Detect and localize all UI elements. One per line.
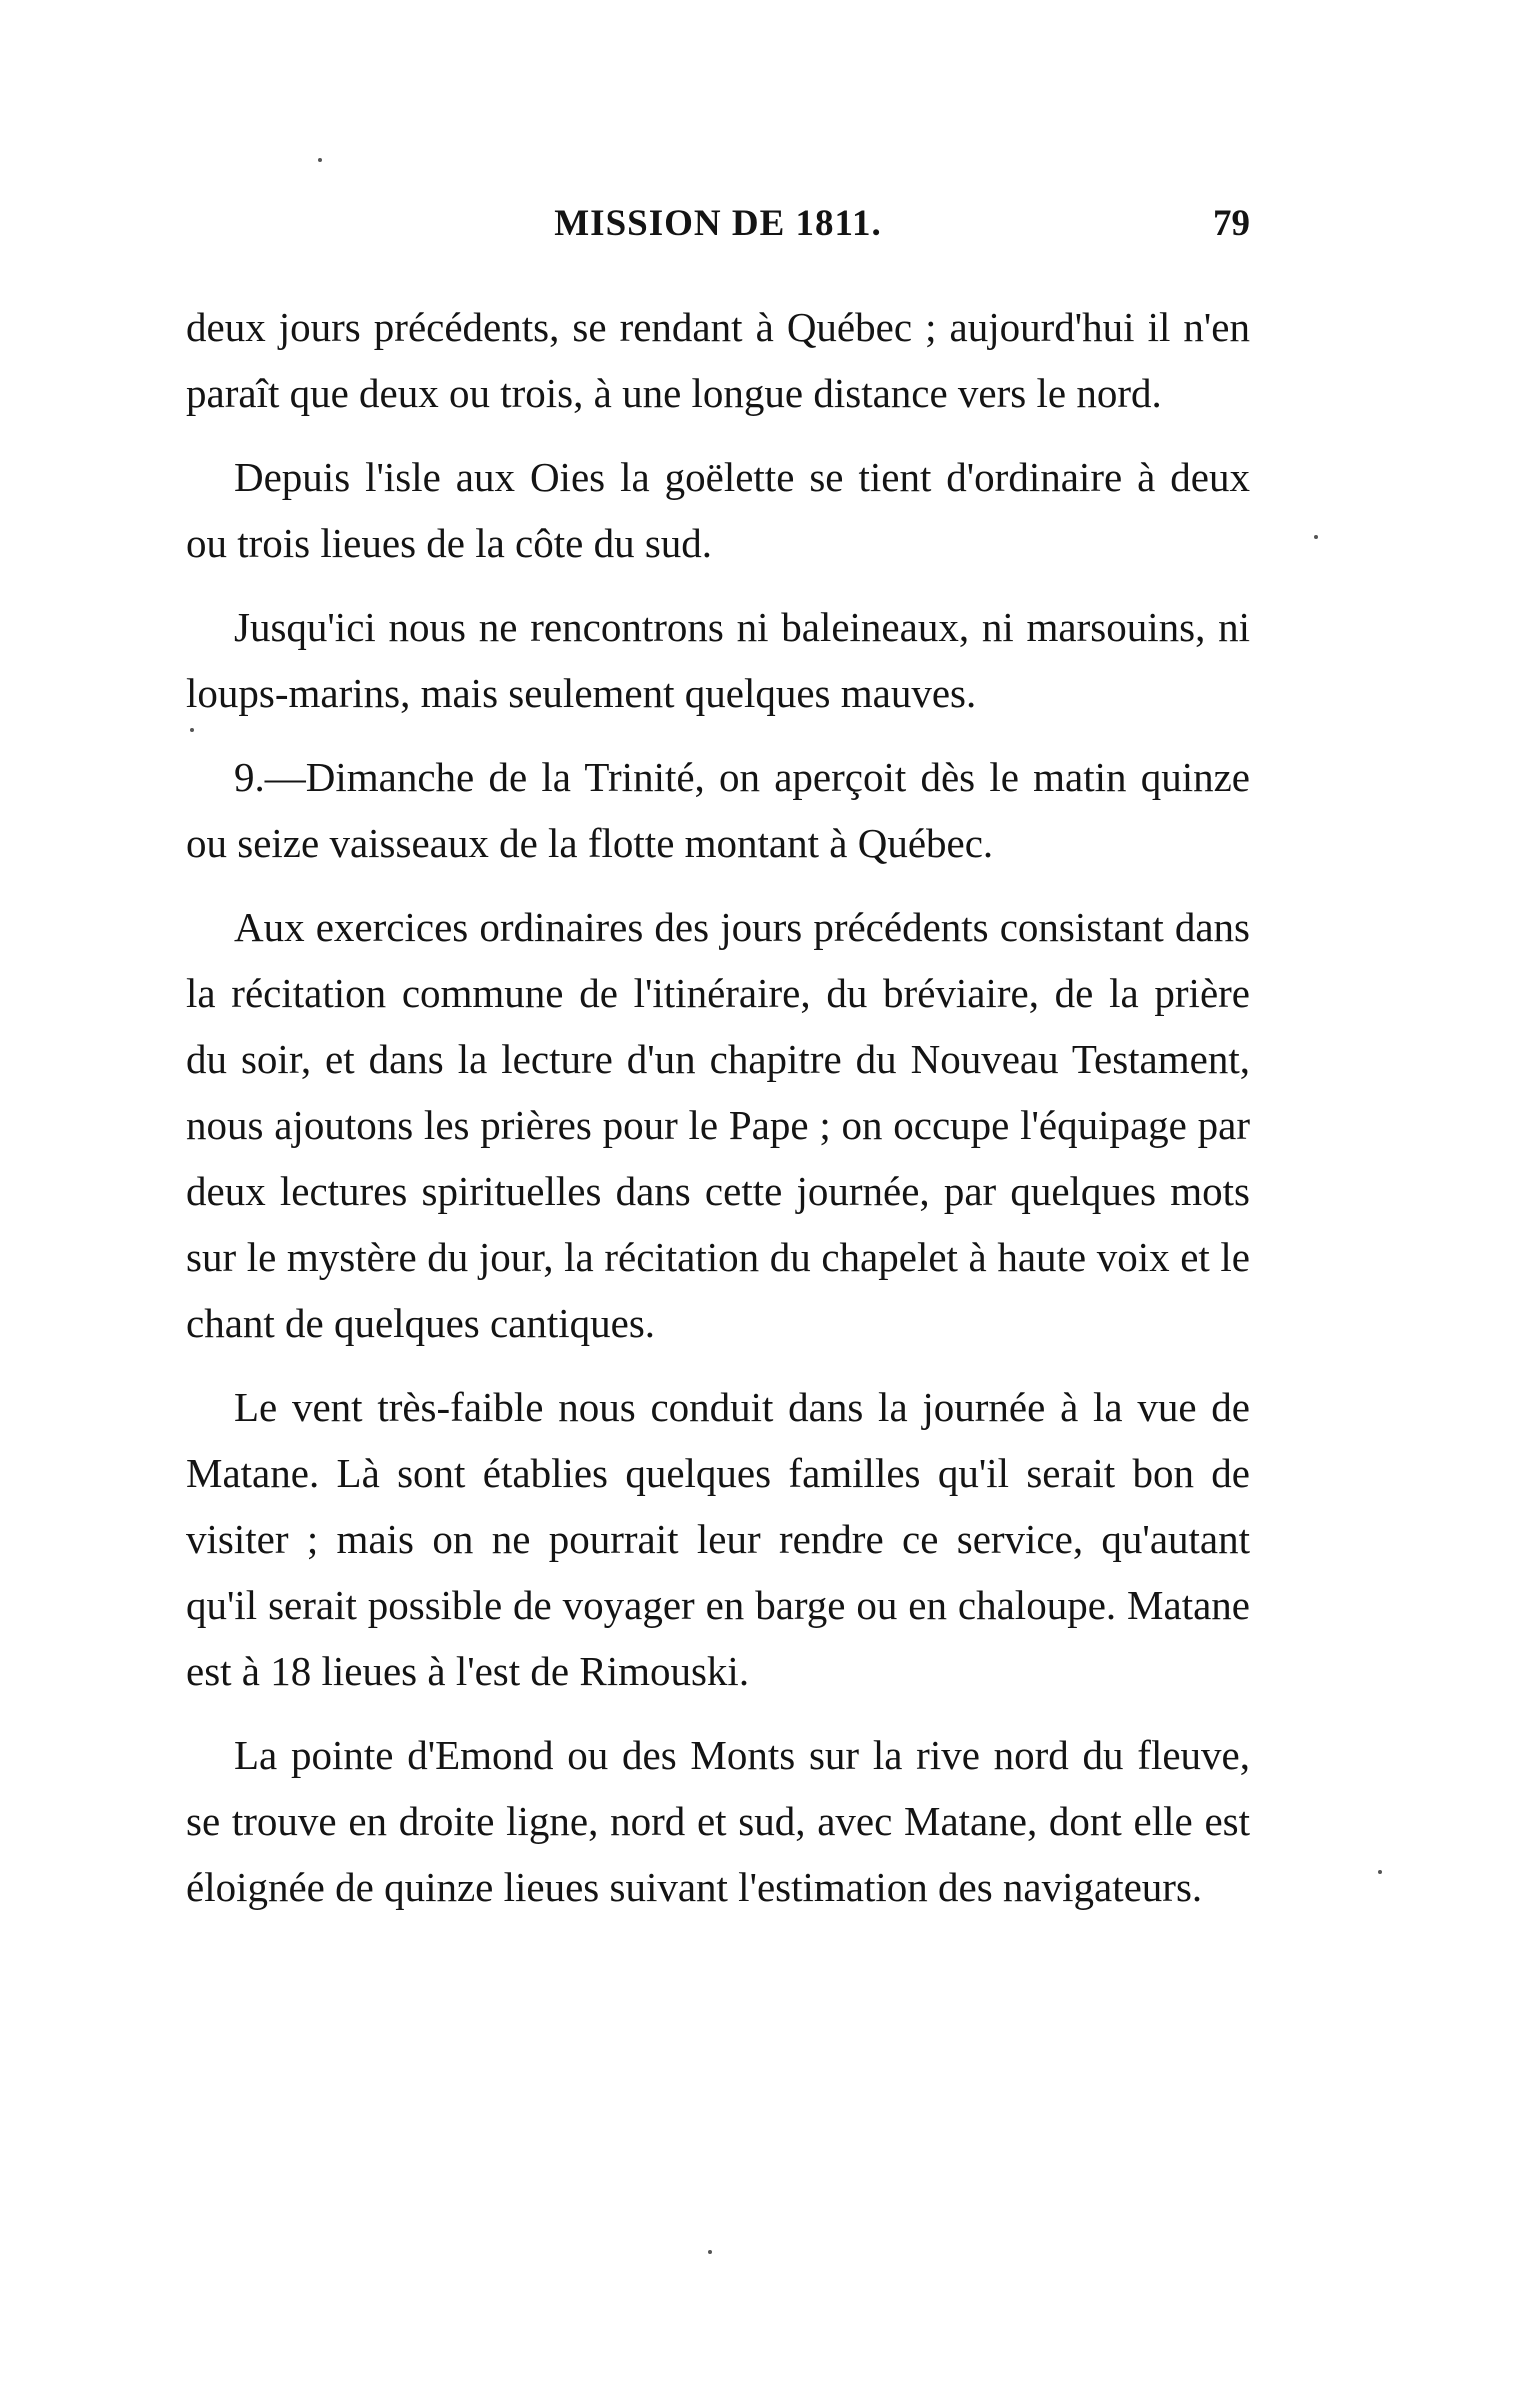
scan-speck (190, 728, 194, 732)
running-head (186, 202, 1250, 262)
paragraph: deux jours précédents, se rendant à Québec ; aujourd'hui il n'en paraît que deux ou trois, à une longue distance vers le nord. (186, 304, 1250, 416)
paragraph: La pointe d'Emond ou des Monts sur la rive nord du fleuve, se trouve en droite ligne, nord et sud, avec Matane, dont elle est éloignée de quinze lieues suivant l'estimation des navigateurs. (186, 1732, 1250, 1910)
body-text (186, 294, 1250, 1938)
scan-speck (1314, 535, 1318, 539)
running-title: MISSION DE 1811. (554, 203, 882, 244)
paragraph: Le vent très-faible nous conduit dans la journée à la vue de Matane. Là sont établies quelques familles qu'il serait bon de visiter ; mais on ne pourrait leur rendre ce service, qu'autant qu'il serait possible de voyager en barge ou en chaloupe. Matane est à 18 lieues à l'est de Rimouski. (186, 1384, 1250, 1694)
scan-speck (708, 2250, 712, 2254)
paragraph: Aux exercices ordinaires des jours précédents consistant dans la récitation commune de l'itinéraire, du bréviaire, de la prière du soir, et dans la lecture d'un chapitre du Nouveau Testament, nous ajoutons les prières pour le Pape ; on occupe l'équipage par deux lectures spirituelles dans cette journée, par quelques mots sur le mystère du jour, la récitation du chapelet à haute voix et le chant de quelques cantiques. (186, 904, 1250, 1346)
paragraph: Jusqu'ici nous ne rencontrons ni baleineaux, ni marsouins, ni loups-marins, mais seulement quelques mauves. (186, 604, 1250, 716)
paragraph: Depuis l'isle aux Oies la goëlette se tient d'ordinaire à deux ou trois lieues de la côte du sud. (186, 454, 1250, 566)
paragraph: 9.—Dimanche de la Trinité, on aperçoit dès le matin quinze ou seize vaisseaux de la flotte montant à Québec. (186, 754, 1250, 866)
scan-speck (1378, 1870, 1382, 1874)
page-number: 79 (1213, 203, 1250, 244)
scan-speck (318, 158, 322, 162)
